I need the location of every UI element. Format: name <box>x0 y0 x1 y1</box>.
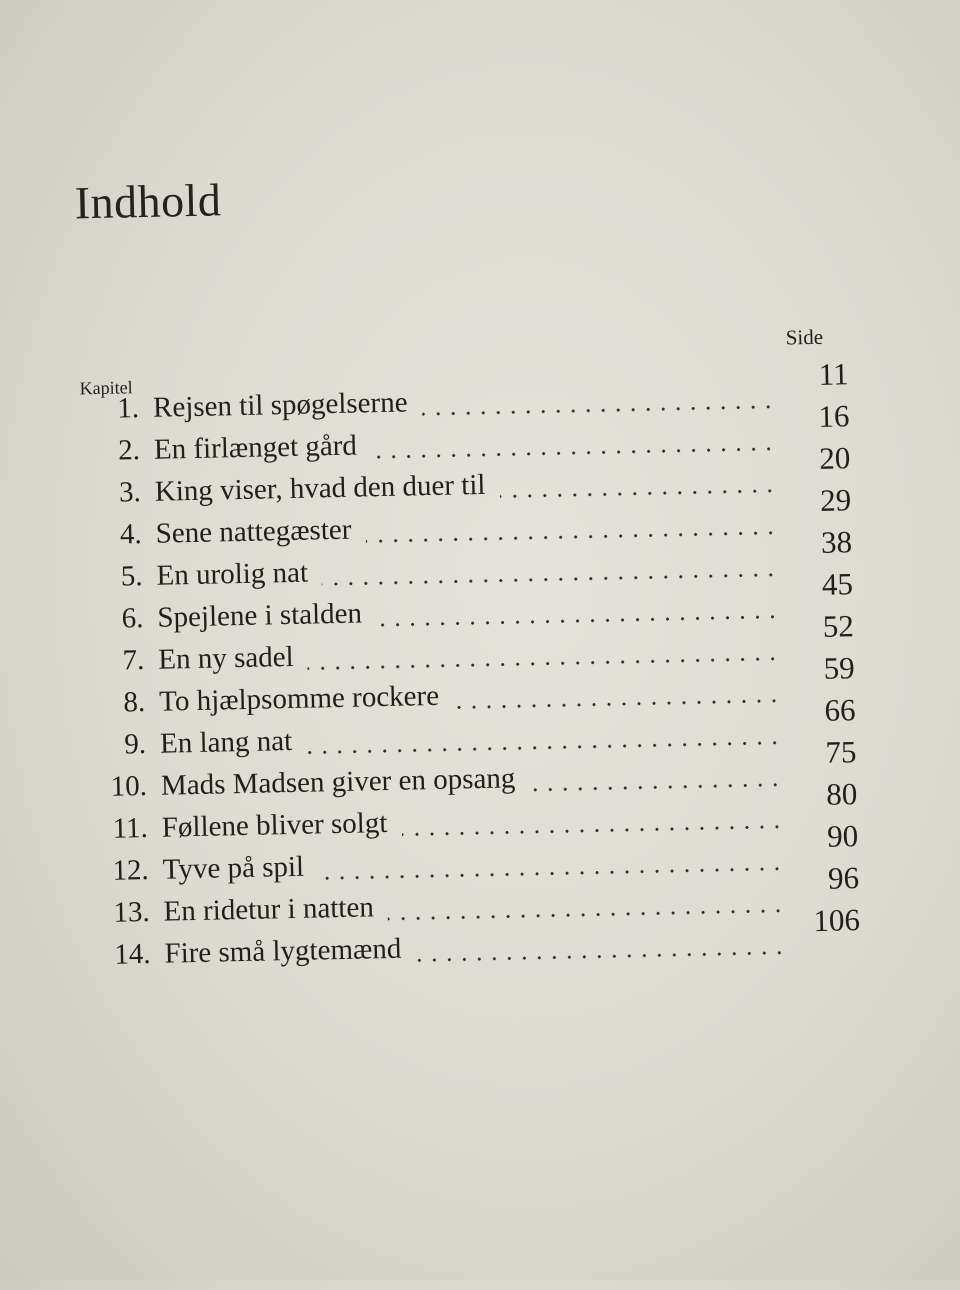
table-of-contents <box>87 356 861 978</box>
chapter-title: En urolig nat <box>156 556 309 592</box>
chapter-number: 2. <box>117 434 141 467</box>
kapitel-column-label: Kapitel <box>79 377 133 399</box>
page-number: 80 <box>825 776 858 812</box>
page-number: 11 <box>818 356 849 392</box>
dot-leader <box>376 615 779 627</box>
page-number: 38 <box>820 524 853 560</box>
chapter-number: 11. <box>112 812 149 845</box>
chapter-number: 9. <box>124 728 147 761</box>
chapter-number: 10. <box>110 770 148 803</box>
chapter-title: En ny sadel <box>158 640 294 676</box>
dot-leader <box>453 699 781 710</box>
chapter-number: 3. <box>118 476 142 509</box>
chapter-title: Fire små lygtemænd <box>164 932 402 970</box>
dot-leader <box>422 405 775 416</box>
page-number: 20 <box>818 440 851 476</box>
chapter-title: To hjælpsomme rockere <box>158 679 440 718</box>
chapter-title: Tyve på spil <box>162 850 305 886</box>
chapter-number: 12. <box>112 853 150 887</box>
chapter-title: Spejlene i stalden <box>157 597 363 634</box>
page-number: 106 <box>813 902 861 939</box>
dot-leader <box>529 783 783 792</box>
dot-leader <box>366 531 778 544</box>
dot-leader <box>318 867 785 881</box>
page-number: 66 <box>824 692 856 728</box>
page-number: 16 <box>818 398 850 434</box>
chapter-title: Mads Madsen giver en opsang <box>160 762 516 802</box>
chapter-title: Sene nattegæster <box>155 513 352 550</box>
chapter-title: Føllene bliver solgt <box>161 806 388 844</box>
chapter-title: En ridetur i natten <box>163 891 375 928</box>
chapter-number: 13. <box>113 895 150 929</box>
dot-leader <box>388 909 786 921</box>
chapter-number: 5. <box>120 560 143 593</box>
dot-leader <box>371 447 776 459</box>
dot-leader <box>308 657 781 671</box>
chapter-title: En lang nat <box>159 724 293 760</box>
chapter-number: 4. <box>119 518 143 551</box>
dot-leader <box>415 951 786 963</box>
dot-leader <box>500 489 777 499</box>
page-number: 45 <box>821 566 854 602</box>
chapter-number: 1. <box>116 392 140 425</box>
chapter-title: Rejsen til spøgelserne <box>152 386 408 424</box>
page-number: 90 <box>826 818 859 854</box>
page-number: 52 <box>822 608 855 644</box>
page-number: 96 <box>827 860 860 896</box>
side-column-label: Side <box>785 324 824 350</box>
page-number: 75 <box>825 734 857 770</box>
dot-leader <box>322 573 779 587</box>
chapter-number: 8. <box>123 686 146 719</box>
chapter-title: En firlænget gård <box>153 429 358 466</box>
chapter-number: 7. <box>122 644 145 677</box>
dot-leader <box>306 741 782 755</box>
dot-leader <box>402 825 784 837</box>
page-title: Indhold <box>74 174 222 229</box>
chapter-number: 6. <box>121 602 144 635</box>
chapter-title: King viser, hvad den duer til <box>154 468 486 508</box>
chapter-number: 14. <box>113 937 151 971</box>
page-number: 29 <box>819 482 852 518</box>
page-number: 59 <box>823 650 856 686</box>
